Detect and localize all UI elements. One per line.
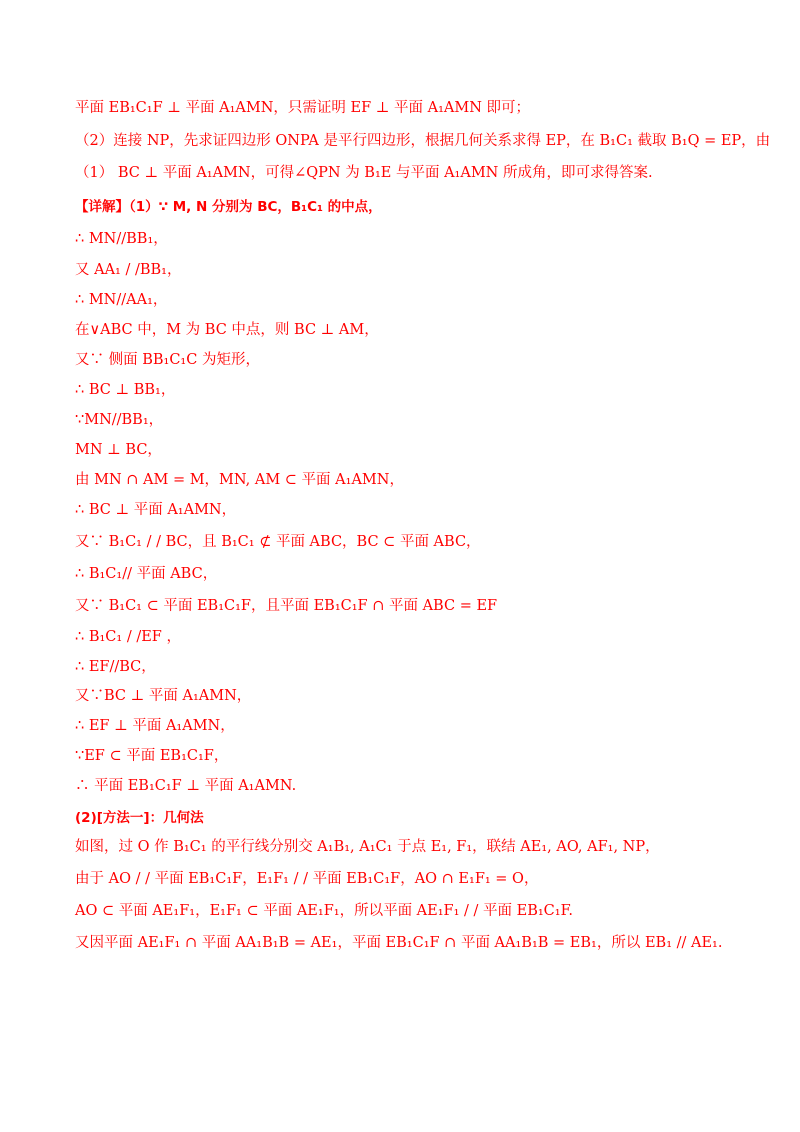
text-line: 由于 AO / / 平面 EB₁C₁F，E₁F₁ / / 平面 EB₁C₁F，AO ∩ E₁F₁ = O， xyxy=(75,871,539,887)
detail-heading: 【详解】（1）∵ M, N 分别为 BC，B₁C₁ 的中点， xyxy=(75,199,382,215)
text-line: 平面 EB₁C₁F ⊥ 平面 A₁AMN，只需证明 EF ⊥ 平面 A₁AMN 即可； xyxy=(75,100,530,116)
text-line: 由 MN ∩ AM = M，MN, AM ⊂ 平面 A₁AMN， xyxy=(75,472,404,488)
text-line: 又∵ B₁C₁ / / BC，且 B₁C₁ ⊄ 平面 ABC，BC ⊂ 平面 ABC， xyxy=(75,534,481,550)
text-line: AO ⊂ 平面 AE₁F₁，E₁F₁ ⊂ 平面 AE₁F₁，所以平面 AE₁F₁ / / 平面 EB₁C₁F. xyxy=(75,903,573,919)
method-heading: (2)[方法一]：几何法 xyxy=(75,810,204,826)
text-line: ∴ B₁C₁ / /EF ， xyxy=(75,629,181,645)
text-line: 又∵ B₁C₁ ⊂ 平面 EB₁C₁F，且平面 EB₁C₁F ∩ 平面 ABC = EF xyxy=(75,598,498,614)
text-line: ∴ B₁C₁// 平面 ABC， xyxy=(75,566,218,582)
text-line: 又因平面 AE₁F₁ ∩ 平面 AA₁B₁B = AE₁，平面 EB₁C₁F ∩ 平面 AA₁B₁B = EB₁，所以 EB₁ // AE₁. xyxy=(75,935,723,951)
text-line: （1） BC ⊥ 平面 A₁AMN，可得∠QPN 为 B₁E 与平面 A₁AMN 所成角，即可求得答案. xyxy=(75,165,653,181)
text-line: ∴ BC ⊥ 平面 A₁AMN， xyxy=(75,502,237,518)
text-line: MN ⊥ BC， xyxy=(75,442,162,458)
text-line: ∴ BC ⊥ BB₁， xyxy=(75,382,176,398)
text-line: 如图，过 O 作 B₁C₁ 的平行线分别交 A₁B₁, A₁C₁ 于点 E₁, F₁，联结 AE₁, AO, AF₁, NP， xyxy=(75,839,660,855)
text-line: ∵EF ⊂ 平面 EB₁C₁F， xyxy=(75,748,229,764)
text-line: ∴ 平面 EB₁C₁F ⊥ 平面 A₁AMN. xyxy=(75,778,297,794)
text-line: ∴ MN//BB₁， xyxy=(75,231,168,247)
text-line: ∴ MN//AA₁， xyxy=(75,292,168,308)
text-line: 在∨ABC 中，M 为 BC 中点，则 BC ⊥ AM， xyxy=(75,322,379,338)
text-line: ∵MN//BB₁， xyxy=(75,412,164,428)
text-line: （2）连接 NP，先求证四边形 ONPA 是平行四边形，根据几何关系求得 EP，在 B₁C₁ 截取 B₁Q = EP，由 xyxy=(75,133,771,149)
text-line: ∴ EF//BC， xyxy=(75,659,156,675)
text-line: ∴ EF ⊥ 平面 A₁AMN， xyxy=(75,718,235,734)
text-line: 又∵ 侧面 BB₁C₁C 为矩形， xyxy=(75,352,260,368)
text-line: 又∵BC ⊥ 平面 A₁AMN， xyxy=(75,688,252,704)
text-line: 又 AA₁ / /BB₁， xyxy=(75,262,182,278)
